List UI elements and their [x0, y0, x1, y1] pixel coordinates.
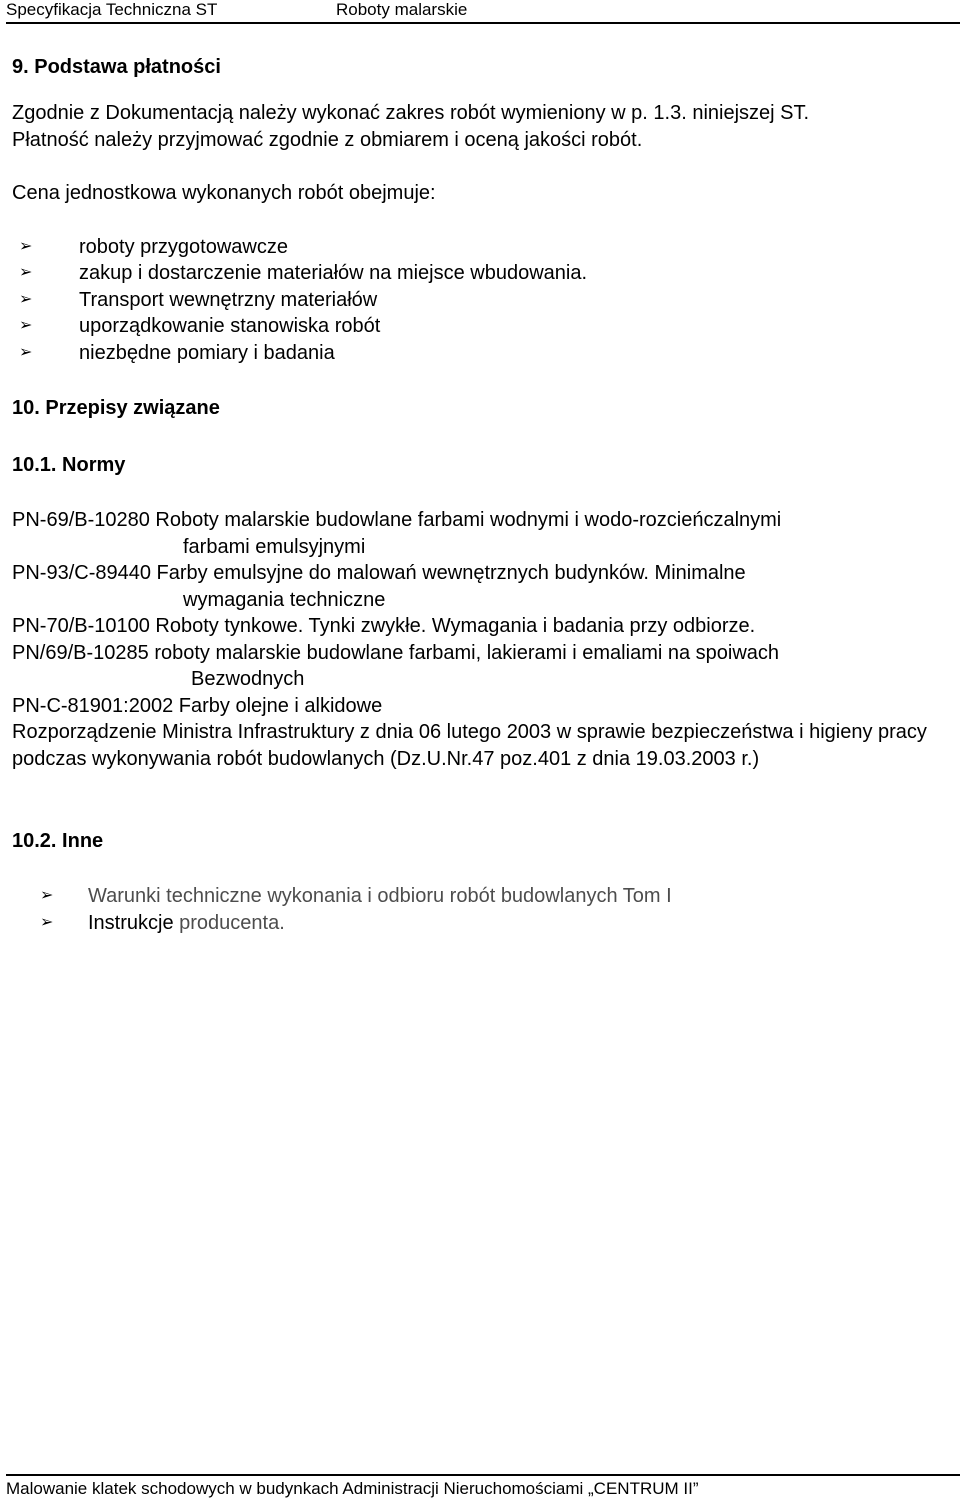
list-item: ➢ zakup i dostarczenie materiałów na miejsce wbudowania. [12, 260, 942, 287]
list-item: ➢ Instrukcje producenta. [12, 910, 942, 937]
header-document-title: Specyfikacja Techniczna ST [6, 0, 218, 19]
norm-item: PN-93/C-89440 Farby emulsyjne do malowań wewnętrznych budynków. Minimalne wymagania techniczne [12, 562, 746, 611]
section-9-intro: Cena jednostkowa wykonanych robót obejmuje: [12, 182, 436, 204]
arrow-bullet-icon: ➢ [19, 237, 33, 255]
list-item: ➢ uporządkowanie stanowiska robót [12, 313, 942, 340]
norm-item: PN-69/B-10280 Roboty malarskie budowlane farbami wodnymi i wodo-rozcieńczalnymi farbami emulsyjnymi [12, 509, 782, 558]
norm-item: PN-70/B-10100 Roboty tynkowe. Tynki zwykłe. Wymagania i badania przy odbiorze. [12, 615, 756, 637]
list-item: ➢ roboty przygotowawcze [12, 234, 942, 261]
section-9-heading: 9. Podstawa płatności [12, 56, 221, 78]
other-sources-list [12, 883, 942, 936]
list-item: ➢ niezbędne pomiary i badania [12, 340, 942, 367]
section-10-2-heading: 10.2. Inne [12, 830, 104, 852]
section-9-line-2: Płatność należy przyjmować zgodnie z obmiarem i oceną jakości robót. [12, 128, 643, 151]
section-9-line-1: Zgodnie z Dokumentacją należy wykonać zakres robót wymieniony w p. 1.3. niniejszej ST. [12, 102, 810, 124]
section-10-heading: 10. Przepisy związane [12, 397, 220, 419]
price-scope-list [12, 234, 942, 367]
regulation-item: Rozporządzenie Ministra Infrastruktury z dnia 06 lutego 2003 w sprawie bezpieczeństwa i higieny pracy podczas wykonywania robót budowlanych (Dz.U.Nr.47 poz.401 z dnia 19.03.2003 r.) [12, 721, 927, 770]
norm-item: PN-C-81901:2002 Farby olejne i alkidowe [12, 694, 383, 717]
arrow-bullet-icon: ➢ [19, 290, 33, 308]
list-item: ➢ Warunki techniczne wykonania i odbioru robót budowlanych Tom I [12, 883, 942, 910]
list-item: ➢ Transport wewnętrzny materiałów [12, 287, 942, 314]
norm-item: PN/69/B-10285 roboty malarskie budowlane farbami, lakierami i emaliami na spoiwach Bezwodnych [12, 641, 780, 690]
arrow-bullet-icon: ➢ [40, 887, 54, 904]
arrow-bullet-icon: ➢ [40, 913, 54, 931]
arrow-bullet-icon: ➢ [19, 264, 33, 281]
section-10-1-heading: 10.1. Normy [12, 454, 126, 476]
page-footer: Malowanie klatek schodowych w budynkach Administracji Nieruchomościami „CENTRUM II” [6, 1474, 960, 1499]
arrow-bullet-icon: ➢ [19, 317, 33, 334]
document-body [12, 52, 942, 936]
header-section-title: Roboty malarskie [336, 0, 468, 19]
page-header [6, 0, 960, 24]
arrow-bullet-icon: ➢ [19, 343, 33, 361]
